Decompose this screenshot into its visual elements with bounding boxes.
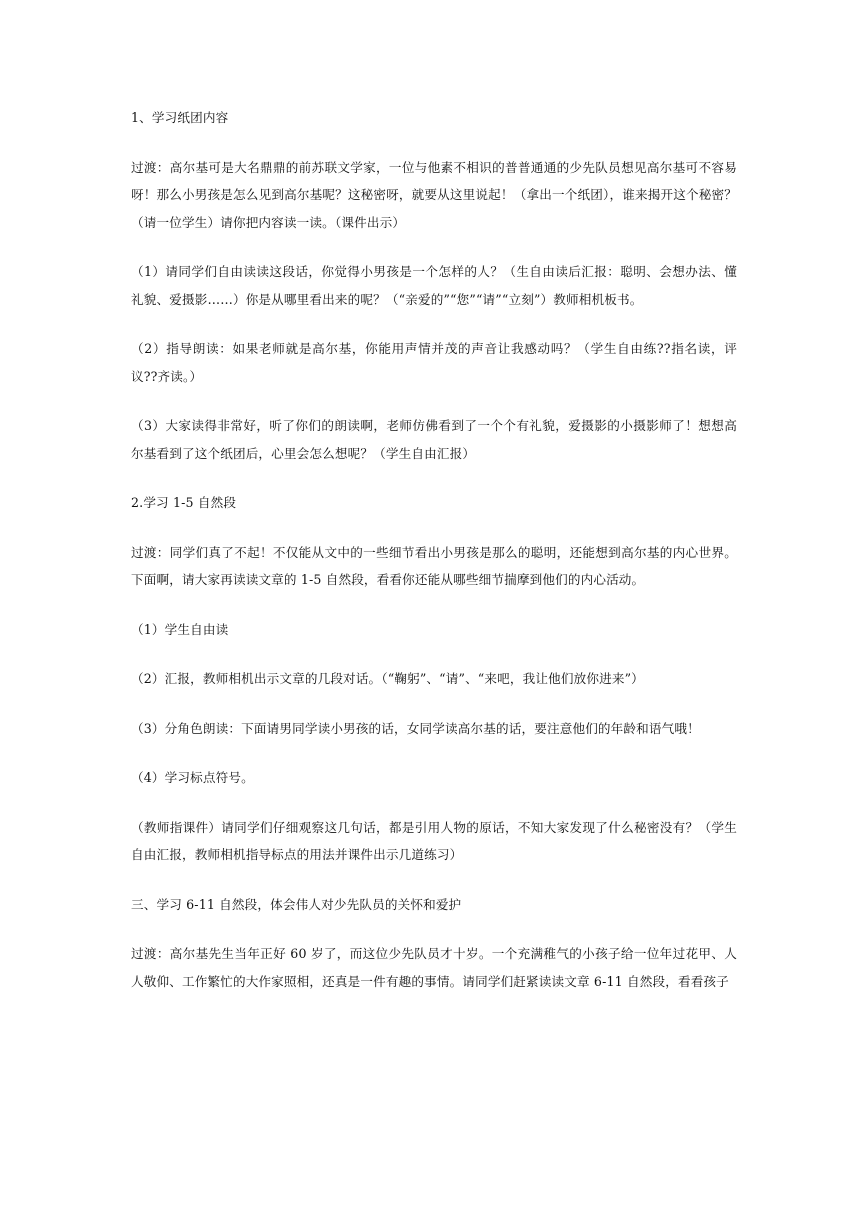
paragraph-role-reading: （3）分角色朗读：下面请男同学读小男孩的话，女同学读高尔基的话，要注意他们的年龄和语气哦！: [131, 720, 700, 736]
paragraph-transition-1: 过渡：高尔基可是大名鼎鼎的前苏联文学家，一位与他素不相识的普普通通的少先队员想见高尔基可不容易呀！那么小男孩是怎么见到高尔基呢？这秘密呀，就要从这里说起！（拿出一个纸团），谁来揭开这个秘密？（请一位学生）请你把内容读一读。（课件出示）: [131, 159, 737, 230]
paragraph-transition-2: 过渡：同学们真了不起！不仅能从文中的一些细节看出小男孩是那么的聪明，还能想到高尔基的内心世界。下面啊，请大家再读读文章的 1-5 自然段，看看你还能从哪些细节揣摩到他们的内心活动。: [131, 544, 737, 587]
paragraph-free-reading: （1）学生自由读: [131, 621, 229, 637]
paragraph-step-1: （1）请同学们自由读读这段话，你觉得小男孩是一个怎样的人？（生自由读后汇报：聪明、会想办法、懂礼貌、爱摄影……）你是从哪里看出来的呢？（“亲爱的”“您”“请”“立刻”）教师相机板书。: [131, 264, 737, 307]
paragraph-teacher-courseware: （教师指课件）请同学们仔细观察这几句话，都是引用人物的原话，不知大家发现了什么秘密没有？（学生自由汇报，教师相机指导标点的用法并课件出示几道练习）: [131, 819, 737, 862]
heading-study-para-6-11: 三、学习 6-11 自然段，体会伟人对少先队员的关怀和爱护: [131, 896, 462, 912]
paragraph-step-3: （3）大家读得非常好，听了你们的朗读啊，老师仿佛看到了一个个有礼貌，爱摄影的小摄影师了！想想高尔基看到了这个纸团后，心里会怎么想呢？（学生自由汇报）: [131, 418, 737, 461]
heading-study-paper-ball: 1、学习纸团内容: [131, 110, 229, 125]
document-page: [131, 104, 737, 995]
paragraph-step-2: （2）指导朗读：如果老师就是高尔基，你能用声情并茂的声音让我感动吗？（学生自由练??指名读，评议??齐读。）: [131, 341, 737, 384]
paragraph-transition-3: 过渡：高尔基先生当年正好 60 岁了，而这位少先队员才十岁。一个充满稚气的小孩子给一位年过花甲、人人敬仰、工作繁忙的大作家照相，还真是一件有趣的事情。请同学们赶紧读读文章 6-11 自然段，看看孩子: [131, 946, 737, 989]
paragraph-punctuation: （4）学习标点符号。: [131, 770, 254, 785]
paragraph-report: （2）汇报，教师相机出示文章的几段对话。（“鞠躬”、“请”、“来吧，我让他们放你进来”）: [131, 671, 644, 686]
heading-study-para-1-5: 2.学习 1-5 自然段: [131, 495, 237, 510]
